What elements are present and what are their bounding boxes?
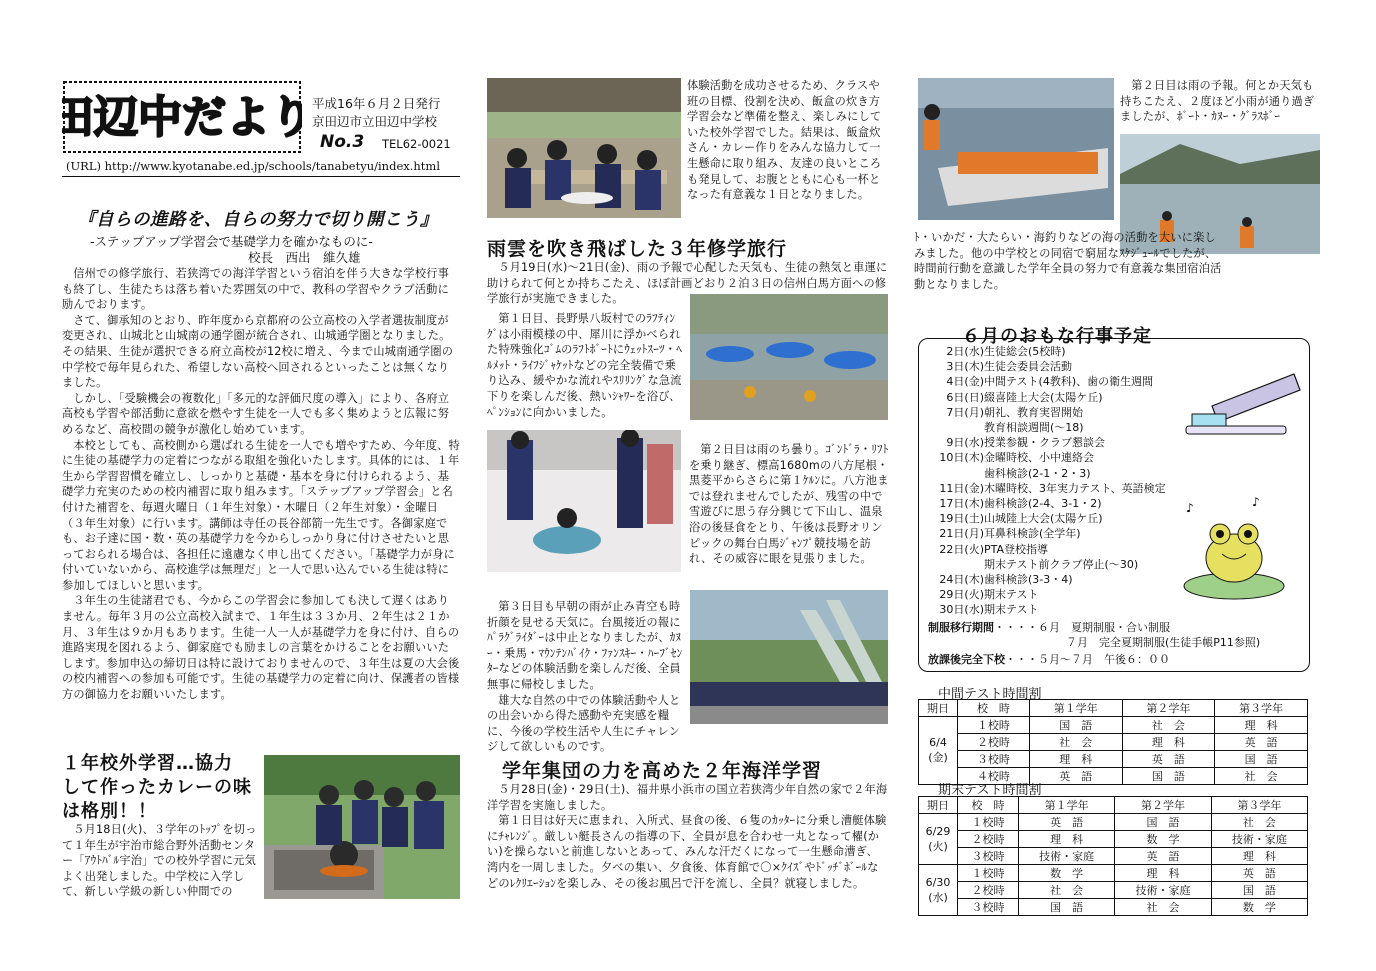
marine-day2-paragraph: 第２日目は雨の予報。何とか天気も持ちこたえ、２度ほど小雨が通り過ぎましたが、ﾎﾞｰﾄ・ｶﾇｰ・ｸﾞﾗｽﾎﾞｰ [1120,79,1315,124]
col-header: 第３学年 [1215,700,1308,717]
subject-cell: 技術・家庭 [1211,831,1307,848]
dismissal-label: 放課後完全下校 [928,653,1005,667]
subject-cell: 国 語 [1029,717,1122,734]
first-year-title-line: １年校外学習…協力 [62,753,233,774]
marine-body [487,782,889,891]
frog-illustration [1180,492,1288,602]
svg-text:田辺中だより: 田辺中だより [62,92,302,143]
period-cell: ２校時 [958,734,1030,751]
subject-cell: 国 語 [1215,751,1308,768]
period-cell: １校時 [958,865,1019,882]
subject-cell: 国 語 [1122,768,1215,785]
subject-cell: 理 科 [1122,734,1215,751]
event-date: 3日(木) [946,360,984,374]
first-year-title-line: して作ったカレーの味 [62,777,252,798]
principal-paragraph: しかし、「受験機会の複数化」「多元的な評価尺度の導入」により、各府立高校も学習や部活動に意欲を燃やす生徒を一人でも多く集めようと広報に努めるなど、高校間の競争が激化し始めています。 [62,391,450,436]
table-row [919,848,1308,865]
event-text: 生徒会委員会活動 [984,360,1072,374]
subject-cell: 社 会 [1029,734,1122,751]
event-date: 17日(木) [939,497,984,511]
event-date: 22日(火) [939,542,984,556]
subject-cell: 理 科 [1215,717,1308,734]
event-row [928,450,1228,465]
final-title: 期末テスト時間割 [938,783,1042,798]
principal-subtitle: -ステップアップ学習会で基礎学力を確かなものに- [90,234,373,249]
issue-number [320,132,364,152]
exam-weekday: (火) [928,839,948,853]
event-text: 期末テスト前クラブ停止(～30) [984,557,1139,571]
exam-day: 6/4 [929,736,947,749]
subject-cell: 技術・家庭 [1115,882,1211,899]
cutter-boat-photo [918,78,1114,220]
subject-cell: 英 語 [1122,751,1215,768]
event-date: 29日(火) [939,588,984,602]
event-text: 期末テスト [984,588,1039,602]
event-text: 授業参観・クラブ懇談会 [984,436,1105,450]
canteen-photo [487,78,681,218]
event-date: 21日(月) [939,527,984,541]
marine-title: 学年集団の力を高めた２年海洋学習 [502,760,823,782]
date-line: 平成16年６月２日発行 [312,96,441,111]
trip-day3 [487,599,685,755]
period-cell: ２校時 [958,831,1019,848]
event-text: 歯科検診(3-3・4) [984,573,1073,587]
final-table [918,796,1308,916]
svg-text:♪: ♪ [1252,495,1260,509]
table-row [919,734,1308,751]
principal-paragraph: 信州での修学旅行、若狭湾での海洋学習という宿泊を伴う大きな学校行事も終了し、生徒たちは落ち着いた雰囲気の中で、教科の学習やクラブ活動に励んでおります。 [62,267,449,312]
uniform-line2: ７月 完全夏期制服(生徒手帳P11参照) [1066,635,1261,649]
event-date: 19日(土) [939,512,984,526]
event-text: PTA登校指導 [984,542,1049,556]
subject-cell: 英 語 [1215,734,1308,751]
exam-date [919,865,958,916]
col-header: 第２学年 [1115,797,1211,814]
event-text: 歯科検診(2-4、3-1・2) [984,497,1102,511]
trip-paragraph: 第２日目は雨のち曇り。ｺﾞﾝﾄﾞﾗ・ﾘﾌﾄを乗り継ぎ、標高1680mの八方尾根・黒菱平からさらに第１ｹﾙﾝに。八方池までは登れませんでしたが、残雪の中で雪遊びに思う存分興じて下山し、温泉浴の後昼食をとり、午後は長野オリンピックの舞台白馬ｼﾞｬﾝﾌﾟ競技場を訪れ、その威容に眼を見張りました。 [689,443,889,566]
event-text: 歯科検診(2-1・2・3) [984,466,1091,480]
table-row [919,882,1308,899]
period-cell: ２校時 [958,882,1019,899]
table-row [919,751,1308,768]
col-header: 校 時 [958,700,1030,717]
subject-cell: 英 語 [1019,814,1115,831]
masthead [62,80,460,178]
event-text: 教育相談週間(～18) [984,421,1084,435]
subject-cell: 社 会 [1019,882,1115,899]
dismissal-text: ・・・５月～７月 午後６：００ [1005,653,1170,667]
exam-day: 6/29 [925,824,951,838]
subject-cell: 数 学 [1115,831,1211,848]
marine-paragraph: ５月28日(金)・29日(土)、福井県小浜市の国立若狭湾少年自然の家で２年海洋学習を実施しました。 [487,783,888,812]
exam-date [919,717,958,785]
toothbrush-illustration [1182,360,1306,450]
event-text: 金曜時校、小中連絡会 [984,451,1094,465]
table-row [919,899,1308,916]
col-header: 校 時 [958,797,1019,814]
midterm-title: 中間テスト時間割 [938,687,1042,702]
period-cell: １校時 [958,814,1019,831]
event-date: 11日(金) [939,481,984,495]
logo [62,80,302,154]
principal-paragraph: 本校としても、高校側から選ばれる生徒を一人でも増やすため、今年度、特に生徒の基礎学力の定着につながる取組を強化いたします。具体的には、１年生から学習習慣を確立し、しっかりと基礎・基本を身に付けられるよう、基礎学力充実のための校内補習に取り組みます。「ステップアップ学習会」と名付けた補習を、毎週火曜日（１年生対象）・木曜日（２年生対象）・金曜日（３年生対象）に行います。講師は寺任の長谷部箭一先生です。各御家庭でも、お子達に国・数・英の基礎学力を今からしっかり身に付けさせたいと思っておられる場合は、各担任に遠慮なく申し出てください。「基礎学力が身に付いていないから、高校進学は無理だ」と一人で思い込んでいる生徒は特に参加してほしいと思います。 [62,438,460,592]
event-text: 期末テスト [984,603,1039,617]
event-date: 4日(金) [946,375,984,389]
first-year-body [62,822,258,900]
subject-cell: 社 会 [1115,899,1211,916]
event-date: 24日(木) [939,573,984,587]
exam-date [919,814,958,865]
subject-cell: 英 語 [1115,848,1211,865]
event-date: 9日(水) [946,436,984,450]
trip-paragraph: 第３日目も早朝の雨が止み青空も時折顔を見せる天気に。台風接近の報にﾊﾟﾗｸﾞﾗｲﾀﾞｰは中止となりましたが、ｶﾇｰ・乗馬・ﾏｳﾝﾃﾝﾊﾞｲｸ・ﾌｧﾝｽｷｰ・ﾊｰﾌﾞｾﾝﾀｰなどの体験活動を楽しんだ後、全員無事に帰校しました。 [487,600,683,691]
principal-paragraph: ３年生の生徒諸君でも、今からこの学習会に参加しても決して遅くはありません。毎年３月の公立高校入試まで、１年生は３３か月、２年生は２１か月、３年生は９か月もあります。生徒一人一人が基礎学力を身に付け、自らの進路実現を図れるよう、御家庭でも励ましの言葉をかけることをお願いいたします。参加申込の締切日は特に設けておりませんので、３年生は夏の大会後の校内補習への参加も可能です。生徒の基礎学力の定着に向け、保護者の皆様方の御協力をお願いいたします。 [62,594,460,702]
trip-paragraph: 第１日目、長野県八坂村でのﾗﾌﾃｨﾝｸﾞは小雨模様の中、犀川に浮かべられた特殊強化ｺﾞﾑのﾗﾌﾄﾎﾞｰﾄにｳｪｯﾄｽｰﾂ・ﾍﾙﾒｯﾄ・ﾗｲﾌｼﾞｬｹｯﾄなどの完全装備で乗り込み、緩やかな流れやｽﾘﾘﾝｸﾞな急流下りを楽しんだ後、熱いｼｬﾜｰを浴び、ﾍﾟﾝｼｮﾝに向かいました。 [487,312,682,419]
midterm-header-row [919,700,1308,717]
table-row [919,865,1308,882]
ski-jump-photo [690,590,888,724]
event-row [928,602,1228,617]
subject-cell: 社 会 [1122,717,1215,734]
col-header: 第２学年 [1122,700,1215,717]
midterm-table [918,699,1308,785]
col-header: 第１学年 [1019,797,1115,814]
period-cell: １校時 [958,717,1030,734]
subject-cell: 技術・家庭 [1019,848,1115,865]
subject-cell: 国 語 [1115,814,1211,831]
uniform-label: 制服移行期間 [928,620,994,634]
marine-day2 [1120,78,1320,125]
dismissal-row [928,652,1228,667]
event-text: 山城陸上大会(太陽ケ丘) [984,512,1103,526]
first-year-paragraph: ５月18日(火)、３学年のﾄｯﾌﾟを切って１年生が宇治市総合野外活動センター「ｱｳﾄﾊﾞﾙ宇治」での校外学習に元気よく出発しました。中学校に入学して、新しい学級の新しい仲間での [62,823,257,899]
event-date: 30日(水) [939,603,984,617]
table-row [919,717,1308,734]
camp-curry-photo [264,755,460,899]
exam-weekday: (金) [928,751,948,764]
principal-body [62,266,460,703]
marine-day2-paragraph: ﾄ・いかだ・大たらい・海釣りなどの海の活動を大いに楽しみました。他の中学校との同宿で窮屈なｽｹｼﾞｭｰﾙでしたが、時間前行動を意識した学年全員の努力で有意義な集団宿泊活動となりました。 [914,231,1222,291]
subject-cell: 英 語 [1211,865,1307,882]
final-header-row [919,797,1308,814]
subject-cell: 理 科 [1029,751,1122,768]
trip-day2 [487,442,889,567]
first-year-title-line: は格別！！ [62,801,157,822]
event-text: 朝礼、教育実習開始 [984,405,1083,419]
school-url[interactable]: (URL) http://www.kyotanabe.ed.jp/schools/tanabetyu/index.html [66,159,441,173]
event-text: 木曜時校、3年実力テスト、英語検定 [984,481,1166,495]
issue-label: No. [320,132,353,152]
col-header: 期日 [919,700,958,717]
col-header: 期日 [919,797,958,814]
principal-paragraph: さて、御承知のとおり、昨年度から京都府の公立高校の入学者選抜制度が変更され、山城北と山城南の通学圏が統合され、山城通学圏となりました。その結果、生徒が選択できる府立高校が12校に増え、今まで山城南通学圏の中学校で毎年見られた、希望しない高校へ回されるといったことは無くなりました。 [62,313,454,390]
tel-number: TEL62-0021 [382,137,451,151]
subject-cell: 社 会 [1215,768,1308,785]
trip-paragraph: 雄大な自然の中での体験活動や人との出会いから得た感動や充実感を糧に、今後の学校生活や人生にチャレンジして欲しいものです。 [487,693,681,754]
col-header: 第１学年 [1029,700,1122,717]
exam-weekday: (水) [928,890,948,904]
first-year-title [62,752,252,824]
subject-cell: 理 科 [1019,831,1115,848]
trip-day1 [487,311,683,420]
marine-day2-cont [914,230,1224,292]
event-text: 生徒総会(5校時) [984,345,1066,358]
issue-value: 3 [352,132,365,152]
period-cell: ３校時 [958,899,1019,916]
uniform-line1: ・・・・６月 夏期制服・合い制服 [994,620,1170,634]
marine-paragraph: 第１日目は好天に恵まれ、入所式、昼食の後、６隻のｶｯﾀｰに分乗し漕艇体験にﾁｬﾚﾝｼﾞ。厳しい艇長さんの指導の下、全員が息を合わせ一丸となって櫂(かい)を操らないと前進しないとあって、みんな汗だくになって一生懸命漕ぎ、湾内を一周しました。夕べの集い、夕食後、体育館で〇×ｸｲｽﾞやﾄﾞｯﾁﾞﾎﾞｰﾙなどのﾚｸﾘｴｰｼｮﾝを楽しみ、その後お風呂で汗を流し、全員？就寝しました。 [487,814,887,890]
events-title: ６月のおもな行事予定 [962,326,1152,347]
event-row [928,344,1228,359]
principal-byline: 校長 西出 維久雄 [248,250,361,265]
table-row [919,814,1308,831]
table-row [919,831,1308,848]
principal-title: 『自らの進路を、自らの努力で切り開こう』 [78,210,438,230]
uniform-row [928,620,1228,635]
subject-cell: 国 語 [1211,882,1307,899]
subject-cell: 数 学 [1019,865,1115,882]
period-cell: ４校時 [958,768,1030,785]
subject-cell: 理 科 [1115,865,1211,882]
event-text: 綴喜陸上大会(太陽ケ丘) [984,390,1103,404]
subject-cell: 数 学 [1211,899,1307,916]
trip-title: 雨雲を吹き飛ばした３年修学旅行 [487,238,788,260]
school-name: 京田辺市立田辺中学校 [312,114,438,129]
masthead-underline [62,176,460,177]
event-text: 中間テスト(4教科)、歯の衛生週間 [984,375,1154,389]
subject-cell: 社 会 [1211,814,1307,831]
rafting-photo [690,294,888,420]
subject-cell: 国 語 [1019,899,1115,916]
period-cell: ３校時 [958,848,1019,865]
event-date: 2日(水) [946,345,984,358]
uniform-row [928,635,1261,650]
period-cell: ３校時 [958,751,1030,768]
event-text: 耳鼻科検診(全学年) [984,527,1081,541]
subject-cell: 理 科 [1211,848,1307,865]
trip-paragraph: ５月19日(水)～21日(金)、雨の予報で心配した天気も、生徒の熱気と車運に助けられて何とか持ちこたえ、ほぼ計画どおり２泊３日の信州白馬方面への修学旅行が実施できました。 [487,261,888,306]
event-date: 6日(日) [946,390,984,404]
first-year-continued-paragraph: 体験活動を成功させるため、クラスや班の目標、役割を決め、飯盒の炊き方学習会など準備を整え、楽しみにしていた校外学習でした。結果は、飯盒炊さん・カレー作りをみんな協力して一生懸命に取り組み、友達の良いところも発見して、お腹とともに心も一杯となった有意義な１日となりました。 [687,79,882,202]
event-row [928,466,1228,481]
exam-day: 6/30 [925,875,951,889]
svg-text:♪: ♪ [1186,501,1194,515]
subject-cell: 英 語 [1029,768,1122,785]
event-date: 7日(月) [946,405,984,419]
col-header: 第３学年 [1211,797,1307,814]
first-year-continued [687,78,889,203]
event-date: 10日(木) [939,451,984,465]
